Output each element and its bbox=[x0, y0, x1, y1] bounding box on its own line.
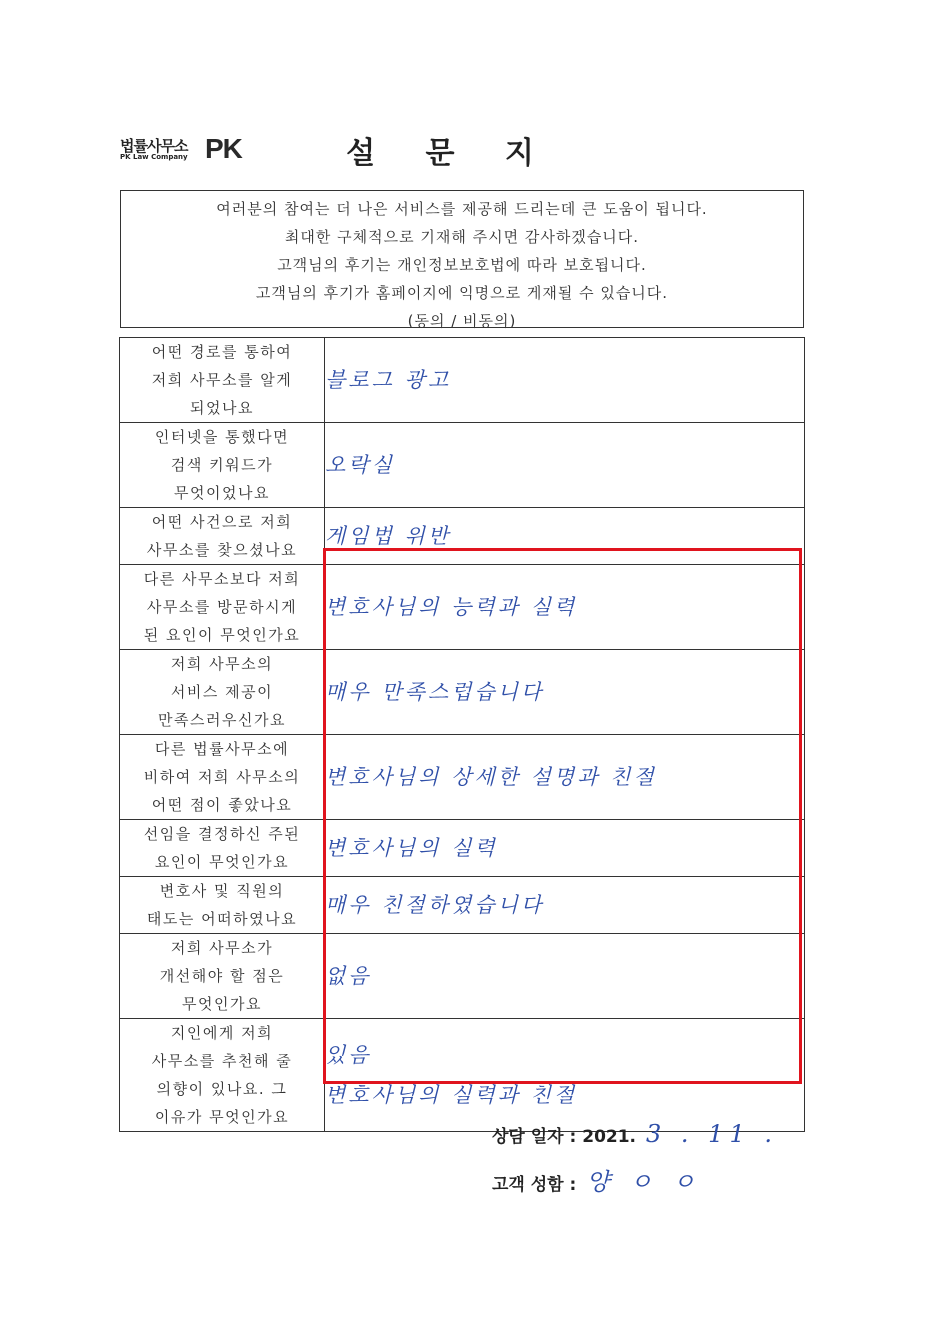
answer-cell[interactable]: 변호사님의 능력과 실력 bbox=[325, 565, 805, 650]
answer-cell[interactable]: 게임법 위반 bbox=[325, 508, 805, 565]
logo-korean: 법률사무소 bbox=[120, 137, 188, 155]
date-value[interactable]: 3 . 11 . bbox=[646, 1120, 778, 1148]
page-title: 설 문 지 bbox=[346, 136, 554, 171]
table-row bbox=[120, 338, 805, 423]
question-cell: 다른 사무소보다 저희 사무소를 방문하시게 된 요인이 무엇인가요 bbox=[120, 565, 325, 650]
intro-line: 최대한 구체적으로 기재해 주시면 감사하겠습니다. bbox=[284, 228, 640, 246]
question-cell: 어떤 경로를 통하여 저희 사무소를 알게 되었나요 bbox=[120, 338, 325, 423]
answer-cell[interactable]: 매우 친절하였습니다 bbox=[325, 877, 805, 934]
name-label: 고객 성함 : bbox=[492, 1175, 577, 1195]
logo-mark: PK bbox=[205, 133, 242, 164]
question-cell: 인터넷을 통했다면 검색 키워드가 무엇이었나요 bbox=[120, 423, 325, 508]
answer-cell[interactable]: 있음 변호사님의 실력과 친절 bbox=[325, 1019, 805, 1132]
answer-cell[interactable]: 없음 bbox=[325, 934, 805, 1019]
customer-name bbox=[492, 1162, 701, 1197]
answer-cell[interactable]: 변호사님의 실력 bbox=[325, 820, 805, 877]
name-value[interactable]: 양 ㅇ ㅇ bbox=[586, 1168, 702, 1196]
logo-english: PK Law Company bbox=[120, 153, 188, 161]
answer-cell[interactable]: 변호사님의 상세한 설명과 친절 bbox=[325, 735, 805, 820]
question-cell: 어떤 사건으로 저희 사무소를 찾으셨나요 bbox=[120, 508, 325, 565]
question-cell: 저희 사무소가 개선해야 할 점은 무엇인가요 bbox=[120, 934, 325, 1019]
answer-cell[interactable]: 매우 만족스럽습니다 bbox=[325, 650, 805, 735]
question-cell: 저희 사무소의 서비스 제공이 만족스러우신가요 bbox=[120, 650, 325, 735]
question-cell: 선임을 결정하신 주된 요인이 무엇인가요 bbox=[120, 820, 325, 877]
question-cell: 변호사 및 직원의 태도는 어떠하였나요 bbox=[120, 877, 325, 934]
answer-cell[interactable]: 블로그 광고 bbox=[325, 338, 805, 423]
intro-line: 여러분의 참여는 더 나은 서비스를 제공해 드리는데 큰 도움이 됩니다. bbox=[216, 200, 708, 218]
date-label: 상담 일자 : 2021. bbox=[492, 1127, 637, 1147]
intro-box bbox=[120, 190, 804, 328]
question-cell: 지인에게 저희 사무소를 추천해 줄 의향이 있나요. 그 이유가 무엇인가요 bbox=[120, 1019, 325, 1132]
consent-line: (동의 / 비동의) bbox=[407, 312, 517, 330]
highlight-box bbox=[323, 548, 802, 1084]
answer-cell[interactable]: 오락실 bbox=[325, 423, 805, 508]
intro-line: 고객님의 후기는 개인정보보호법에 따라 보호됩니다. bbox=[277, 256, 647, 274]
table-row bbox=[120, 423, 805, 508]
consultation-date bbox=[492, 1120, 778, 1148]
question-cell: 다른 법률사무소에 비하여 저희 사무소의 어떤 점이 좋았나요 bbox=[120, 735, 325, 820]
intro-line: 고객님의 후기가 홈페이지에 익명으로 게재될 수 있습니다. bbox=[255, 284, 669, 302]
